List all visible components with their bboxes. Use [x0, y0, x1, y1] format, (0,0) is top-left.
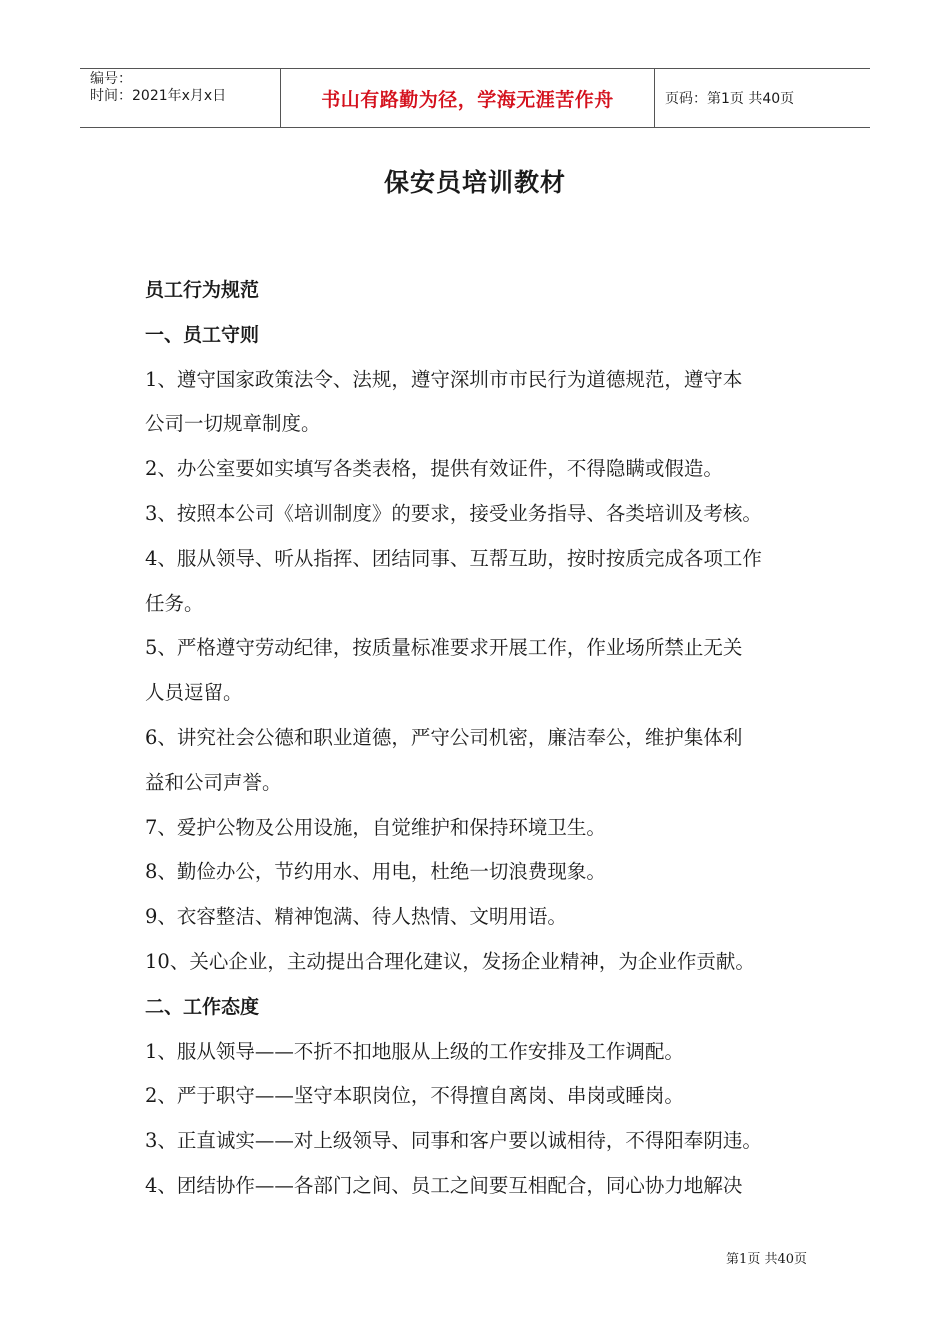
number-label: 编号： [90, 71, 132, 87]
header-motto: 书山有路勤为径，学海无涯苦作舟 [281, 69, 655, 127]
header-page-info: 页码：第1页 共40页 [665, 91, 795, 107]
body-line: 4、团结协作——各部门之间、员工之间要互相配合，同心协力地解决 [145, 1173, 743, 1197]
body-line: 公司一切规章制度。 [145, 412, 321, 436]
page-footer: 第1页 共40页 [726, 1252, 807, 1267]
body-line: 任务。 [145, 591, 204, 615]
document-body [145, 268, 815, 1209]
body-line: 益和公司声誉。 [145, 770, 282, 794]
document-title: 保安员培训教材 [383, 168, 566, 197]
section-heading: 员工行为规范 [145, 279, 260, 301]
body-line: 5、严格遵守劳动纪律，按质量标准要求开展工作，作业场所禁止无关 [145, 636, 743, 660]
body-line: 1、服从领导——不折不扣地服从上级的工作安排及工作调配。 [145, 1039, 684, 1063]
body-line: 3、正直诚实——对上级领导、同事和客户要以诚相待，不得阳奉阴违。 [145, 1129, 762, 1153]
body-line: 9、衣容整洁、精神饱满、待人热情、文明用语。 [145, 905, 567, 929]
body-line: 3、按照本公司《培训制度》的要求，接受业务指导、各类培训及考核。 [145, 501, 762, 525]
header-meta [80, 69, 281, 127]
body-line: 6、讲究社会公德和职业道德，严守公司机密，廉洁奉公，维护集体利 [145, 725, 743, 749]
page-header [80, 68, 870, 128]
body-line: 人员逗留。 [145, 681, 243, 705]
body-line: 2、严于职守——坚守本职岗位，不得擅自离岗、串岗或睡岗。 [145, 1084, 684, 1108]
body-line: 8、勤俭办公，节约用水、用电，杜绝一切浪费现象。 [145, 860, 606, 884]
body-line: 1、遵守国家政策法令、法规，遵守深圳市市民行为道德规范，遵守本 [145, 367, 743, 391]
section-heading: 二、工作态度 [145, 995, 260, 1018]
body-line: 4、服从领导、听从指挥、团结同事、互帮互助，按时按质完成各项工作 [145, 546, 762, 570]
time-label: 时间：2021年x月x日 [90, 88, 227, 104]
body-line: 2、办公室要如实填写各类表格，提供有效证件，不得隐瞒或假造。 [145, 457, 723, 481]
body-line: 10、关心企业，主动提出合理化建议，发扬企业精神，为企业作贡献。 [145, 949, 755, 973]
section-heading: 一、员工守则 [145, 323, 260, 346]
body-line: 7、爱护公物及公用设施，自觉维护和保持环境卫生。 [145, 815, 606, 839]
